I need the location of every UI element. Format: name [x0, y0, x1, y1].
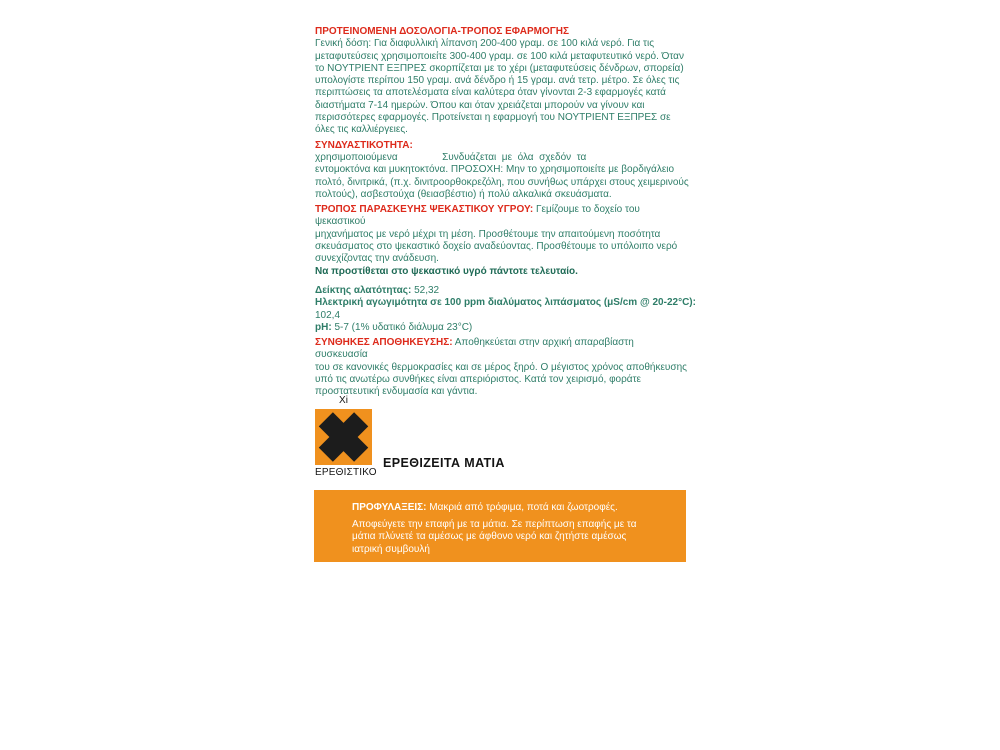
text-line: συνεχίζοντας την ανάδευση.	[315, 253, 439, 265]
text-line: του σε κανονικές θερμοκρασίες και σε μέρος ξηρό. Ο μέγιστος χρόνος αποθήκευσης	[315, 361, 687, 373]
preparation-heading-line	[315, 204, 689, 229]
text-line: υπολογίστε περίπου 150 γραμ. ανά δένδρο ή 15 γραμ. ανά τετρ. μέτρο. Σε όλες τις	[315, 75, 680, 87]
ph-label: pH:	[315, 321, 332, 333]
dosage-heading: ΠΡΟΤΕΙΝΟΜΕΝΗ ΔΟΣΟΛΟΓΙΑ-ΤΡΟΠΟΣ ΕΦΑΡΜΟΓΗΣ	[315, 26, 569, 37]
text-line: σκευάσματος στο ψεκαστικό δοχείο αναδεύοντας. Προσθέτουμε το υπόλοιπο νερό	[315, 241, 678, 253]
precautions-body: Αποφεύγετε την επαφή με τα μάτια. Σε περίπτωση επαφής με τα μάτια πλύνετέ τα αμέσως με άφθονο νερό και ζητήστε αμέσως ιατρική συμβουλή	[352, 518, 637, 555]
salinity-line	[315, 285, 689, 297]
text-line: πολτό, δινιτρικά, (π.χ. δινιτροορθοκρεζόλη, που συνήθως υπάρχει στους χειμερινούς	[315, 176, 689, 188]
precautions-box	[314, 490, 686, 562]
storage-heading: ΣΥΝΘΗΚΕΣ ΑΠΟΘΗΚΕΥΣΗΣ:	[315, 337, 453, 349]
preparation-lead: Γεμίζουμε το δοχείο του ψεκαστικού	[315, 204, 640, 228]
text-line: το ΝΟΥΤΡΙΕΝΤ ΕΞΠΡΕΣ σκορπίζεται με το χέρι (μεταφυτεύσεις δένδρων, σπορεία)	[315, 62, 684, 74]
text-line: προστατευτική ενδυμασία και γάντια.	[315, 386, 478, 398]
compatibility-spread-line: χρησιμοποιούμενα Συνδυάζεται με όλα σχεδόν τα	[315, 151, 587, 163]
text-line: υπό τις ανωτέρω συνθήκες είναι απεριόριστος. Κατά τον χειρισμό, φοράτε	[315, 374, 641, 386]
conductivity-label: Ηλεκτρική αγωγιμότητα σε 100 ppm διαλύματος λιπάσματος (μS/cm @ 20-22°C):	[315, 297, 696, 309]
text-line: μηχανήματος με νερό μέχρι τη μέση. Προσθέτουμε την απαιτούμενη ποσότητα	[315, 228, 661, 240]
storage-lead: Αποθηκεύεται στην αρχική απαραβίαστη συσκευασία	[315, 337, 634, 361]
hazard-pictogram-block	[315, 395, 375, 478]
text-line: Γενική δόση: Για διαφυλλική λίπανση 200-400 γραμ. σε 100 κιλά νερό. Για τις	[315, 38, 655, 50]
text-line: διαστήματα 7-14 ημερών. Όπου και όταν χρειάζεται μπορούν να γίνουν και	[315, 99, 645, 111]
precautions-label: ΠΡΟΦΥΛΑΞΕΙΣ:	[352, 502, 427, 513]
preparation-bold-note: Να προστίθεται στο ψεκαστικό υγρό πάντοτε τελευταίο.	[315, 265, 578, 277]
salinity-value: 52,32	[414, 284, 440, 296]
storage-paragraph	[315, 362, 689, 399]
salinity-label: Δείκτης αλατότητας:	[315, 284, 412, 296]
compatibility-paragraph	[315, 164, 689, 201]
ph-value: 5-7 (1% υδατικό διάλυμα 23°C)	[334, 321, 473, 333]
text-line: περιπτώσεις τα αποτελέσματα είναι καλύτερα όταν γίνονται 2-3 εφαρμογές κατά	[315, 87, 666, 99]
hazard-symbol-code: Xi	[339, 395, 348, 406]
compatibility-heading: ΣΥΝΔΥΑΣΤΙΚΟΤΗΤΑ:	[315, 139, 413, 151]
hazard-statement: ΕΡΕΘΙΖΕΙΤΑ ΜΑΤΙΑ	[383, 456, 505, 470]
precautions-line1	[352, 502, 638, 515]
text-line: εντομοκτόνα και μυκητοκτόνα. ΠΡΟΣΟΧΗ: Μην το χρησιμοποιείτε με βορδιγάλειο	[315, 164, 675, 176]
text-line: περισσότερες εφαρμογές. Προτείνεται η εφαρμογή του ΝΟΥΤΡΙΕΝΤ ΕΞΠΡΕΣ σε	[315, 112, 671, 124]
conductivity-value: 102,4	[315, 309, 341, 321]
text-line: πολτούς), ασβεστούχα (θειασβέστιο) ή πολύ αλκαλικά σκευάσματα.	[315, 188, 612, 200]
text-line: όλες τις καλλιέργειες.	[315, 124, 408, 136]
irritant-cross-icon	[315, 409, 372, 465]
precautions-line1-text: Μακριά από τρόφιμα, ποτά και ζωοτροφές.	[429, 502, 618, 513]
ph-line	[315, 322, 689, 334]
preparation-heading: ΤΡΟΠΟΣ ΠΑΡΑΣΚΕΥΗΣ ΨΕΚΑΣΤΙΚΟΥ ΥΓΡΟΥ:	[315, 204, 534, 216]
preparation-paragraph	[315, 229, 689, 266]
label-text-column	[315, 26, 696, 399]
hazard-category-label: ΕΡΕΘΙΣΤΙΚΟ	[315, 467, 377, 478]
text-line: μεταφυτεύσεις χρησιμοποιείτε 300-400 γραμ. σε 100 κιλά μεταφυτευτικό νερό. Όταν	[315, 50, 684, 62]
storage-heading-line	[315, 337, 689, 362]
dosage-paragraph	[315, 38, 689, 136]
